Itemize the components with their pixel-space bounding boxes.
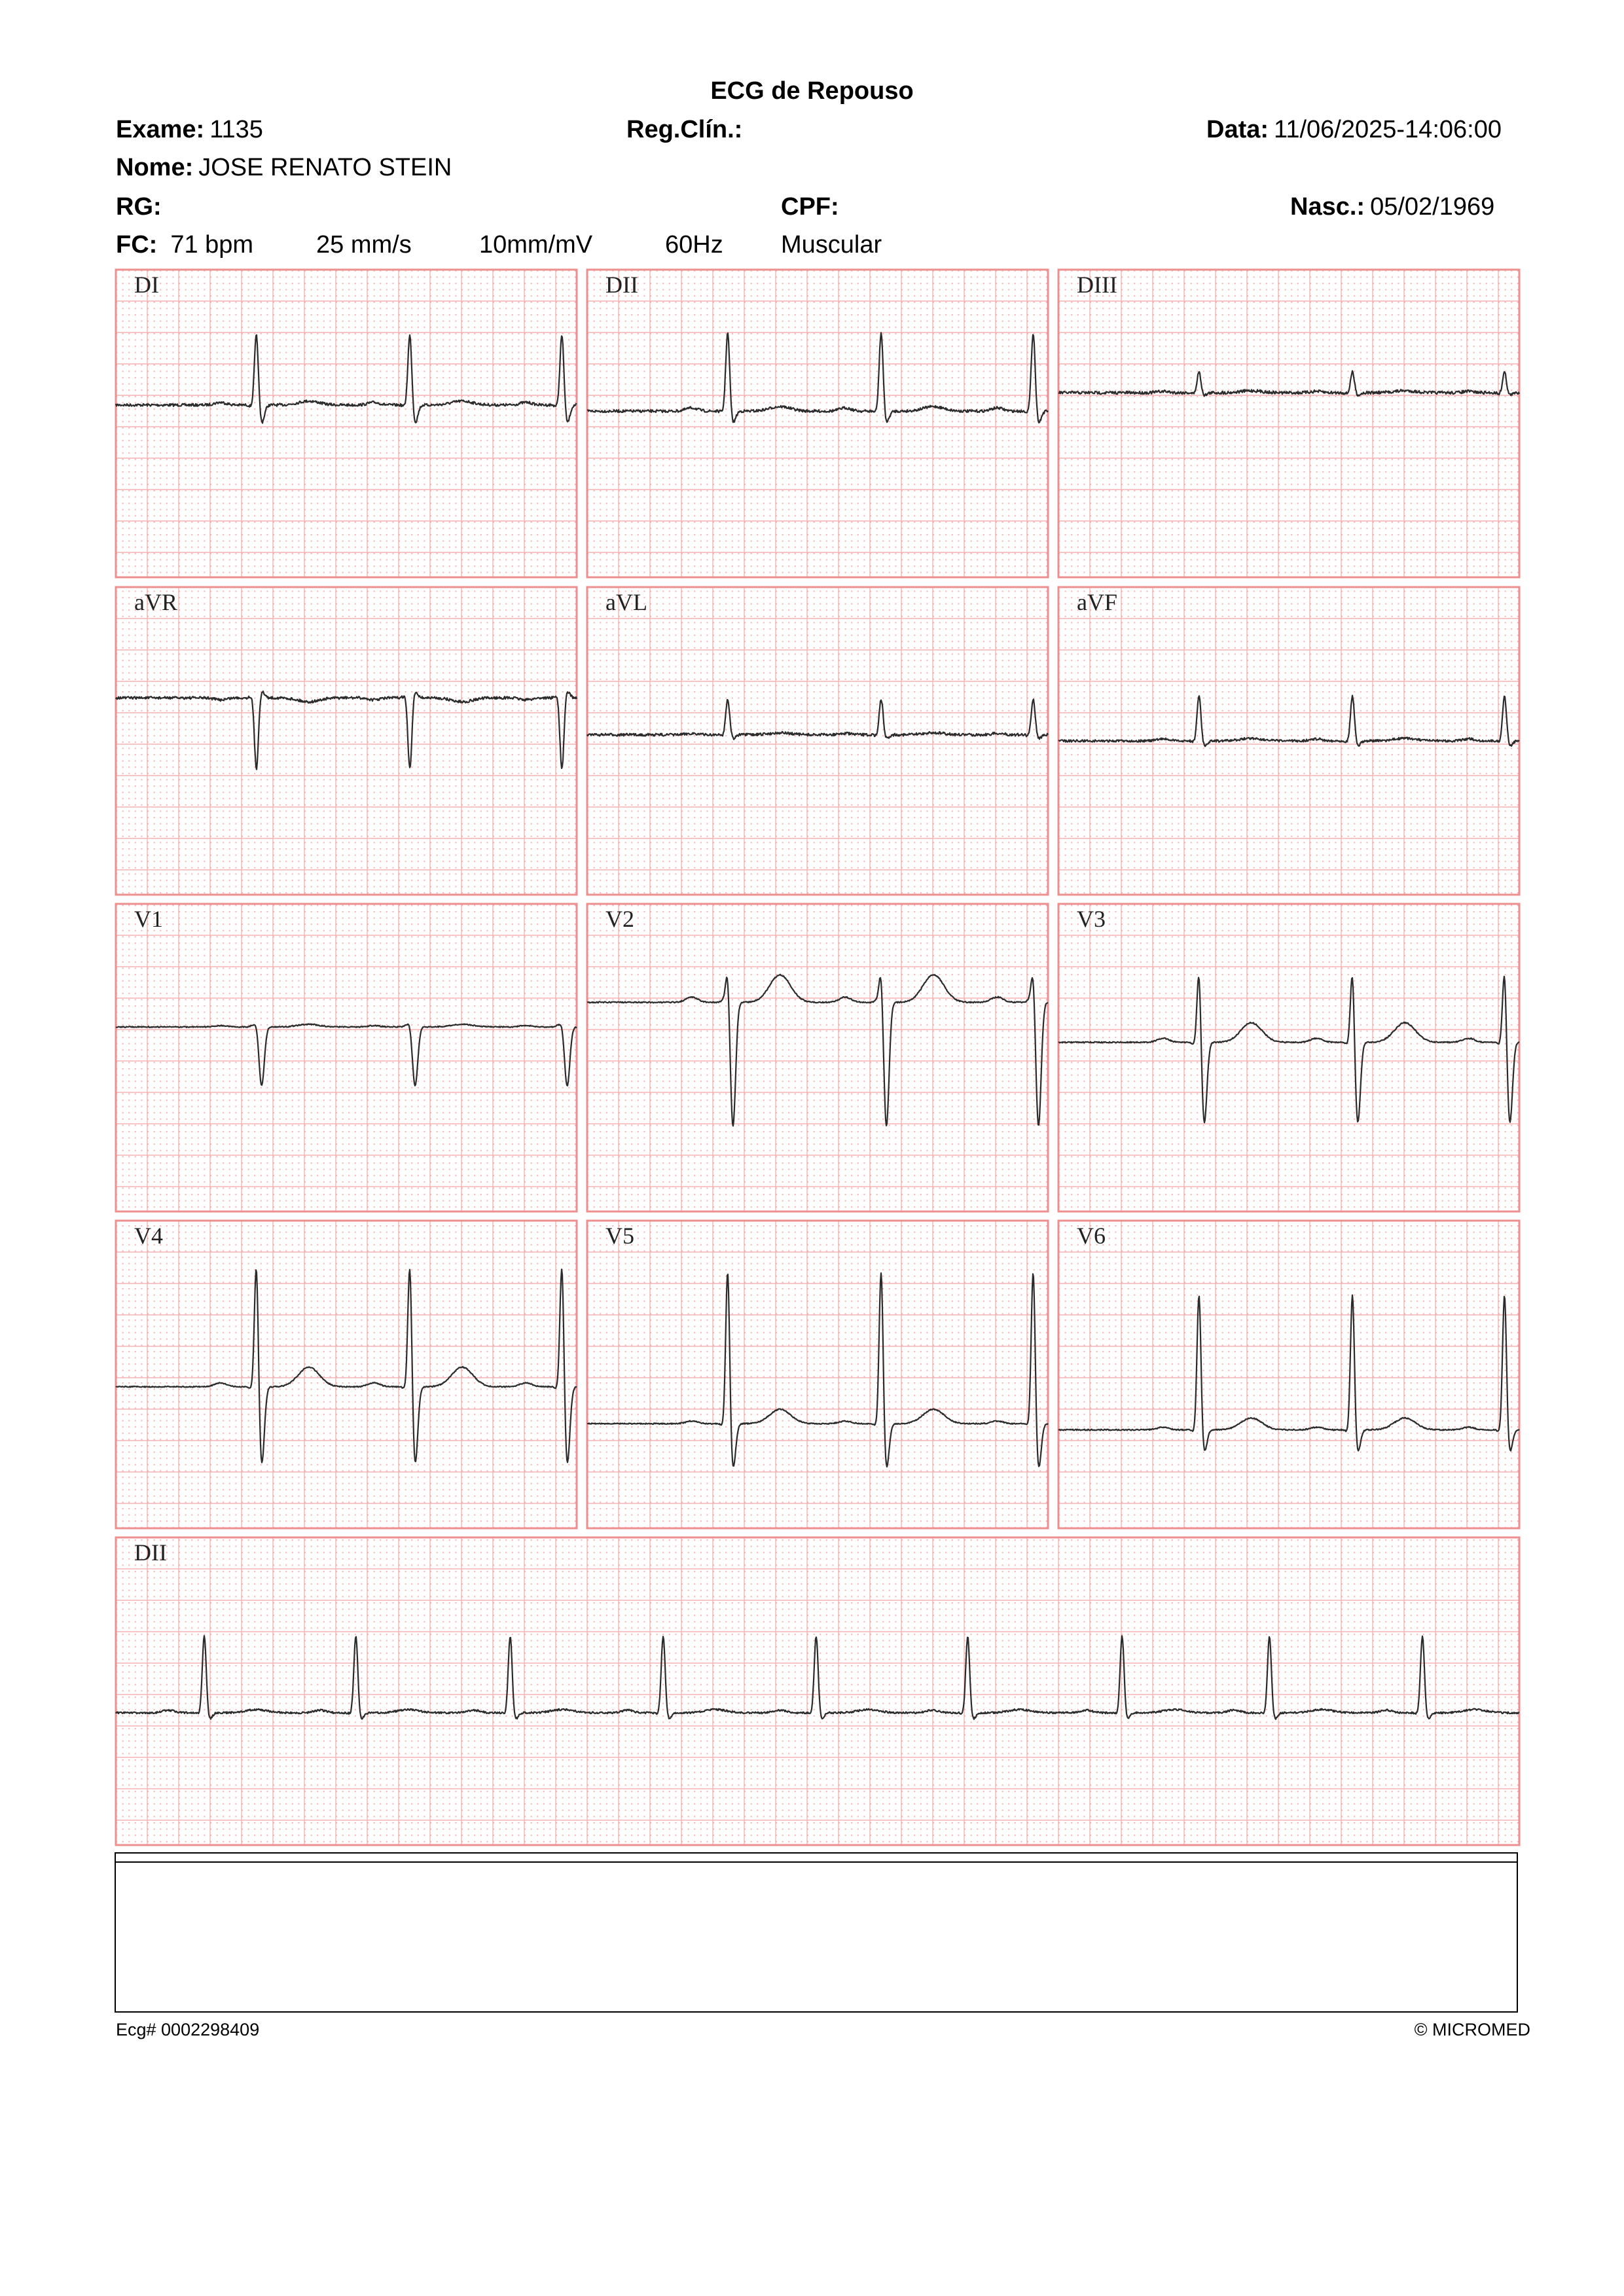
ecg-panel-dii xyxy=(587,270,1048,577)
ecg-panel-v2 xyxy=(587,904,1048,1211)
ecg-panel-v6 xyxy=(1058,1221,1519,1528)
ecg-panel-v3 xyxy=(1058,904,1519,1211)
notes-divider xyxy=(116,1861,1517,1863)
exam-date: Data: 11/06/2025-14:06:00 xyxy=(1206,116,1502,143)
muscle-filter: Muscular xyxy=(781,231,882,259)
exam-number: Exame: 1135 xyxy=(116,116,263,143)
ecg-panel-avr xyxy=(116,587,577,895)
ecg-panel-avl xyxy=(587,587,1048,895)
lead-label-v6: V6 xyxy=(1077,1223,1106,1249)
ecg-panel-v1 xyxy=(116,904,577,1211)
ecg-panel-v5 xyxy=(587,1221,1048,1528)
lead-label-v1: V1 xyxy=(134,906,163,932)
ecg-panel-diii xyxy=(1058,270,1519,577)
lead-label-v2: V2 xyxy=(605,906,634,932)
lead-label-di: DI xyxy=(134,272,159,298)
ecg-panel-rhythm-dii xyxy=(116,1537,1519,1845)
lead-label-v3: V3 xyxy=(1077,906,1106,932)
lead-label-v5: V5 xyxy=(605,1223,634,1249)
patient-cpf: CPF: xyxy=(781,193,839,221)
clinical-register: Reg.Clín.: xyxy=(626,116,743,143)
lead-label-dii: DII xyxy=(605,272,638,298)
notes-box xyxy=(115,1852,1518,2013)
patient-rg: RG: xyxy=(116,193,162,221)
report-title: ECG de Repouso xyxy=(710,77,914,105)
ecg-id: Ecg# 0002298409 xyxy=(116,2020,260,2039)
paper-speed: 25 mm/s xyxy=(316,231,412,259)
lead-label-avl: aVL xyxy=(605,589,647,615)
lead-label-avr: aVR xyxy=(134,589,177,615)
birth-date: Nasc.: 05/02/1969 xyxy=(1290,193,1495,221)
patient-name: Nome: JOSE RENATO STEIN xyxy=(116,154,452,181)
mains-filter: 60Hz xyxy=(665,231,723,259)
lead-label-v4: V4 xyxy=(134,1223,163,1249)
brand-credit: © MICROMED xyxy=(1414,2020,1530,2039)
gain-setting: 10mm/mV xyxy=(479,231,593,259)
lead-label-rhythm-dii: DII xyxy=(134,1539,167,1566)
lead-label-avf: aVF xyxy=(1077,589,1117,615)
heart-rate: FC: 71 bpm xyxy=(116,231,254,259)
ecg-panel-v4 xyxy=(116,1221,577,1528)
lead-label-diii: DIII xyxy=(1077,272,1117,298)
ecg-panel-di xyxy=(116,270,577,577)
